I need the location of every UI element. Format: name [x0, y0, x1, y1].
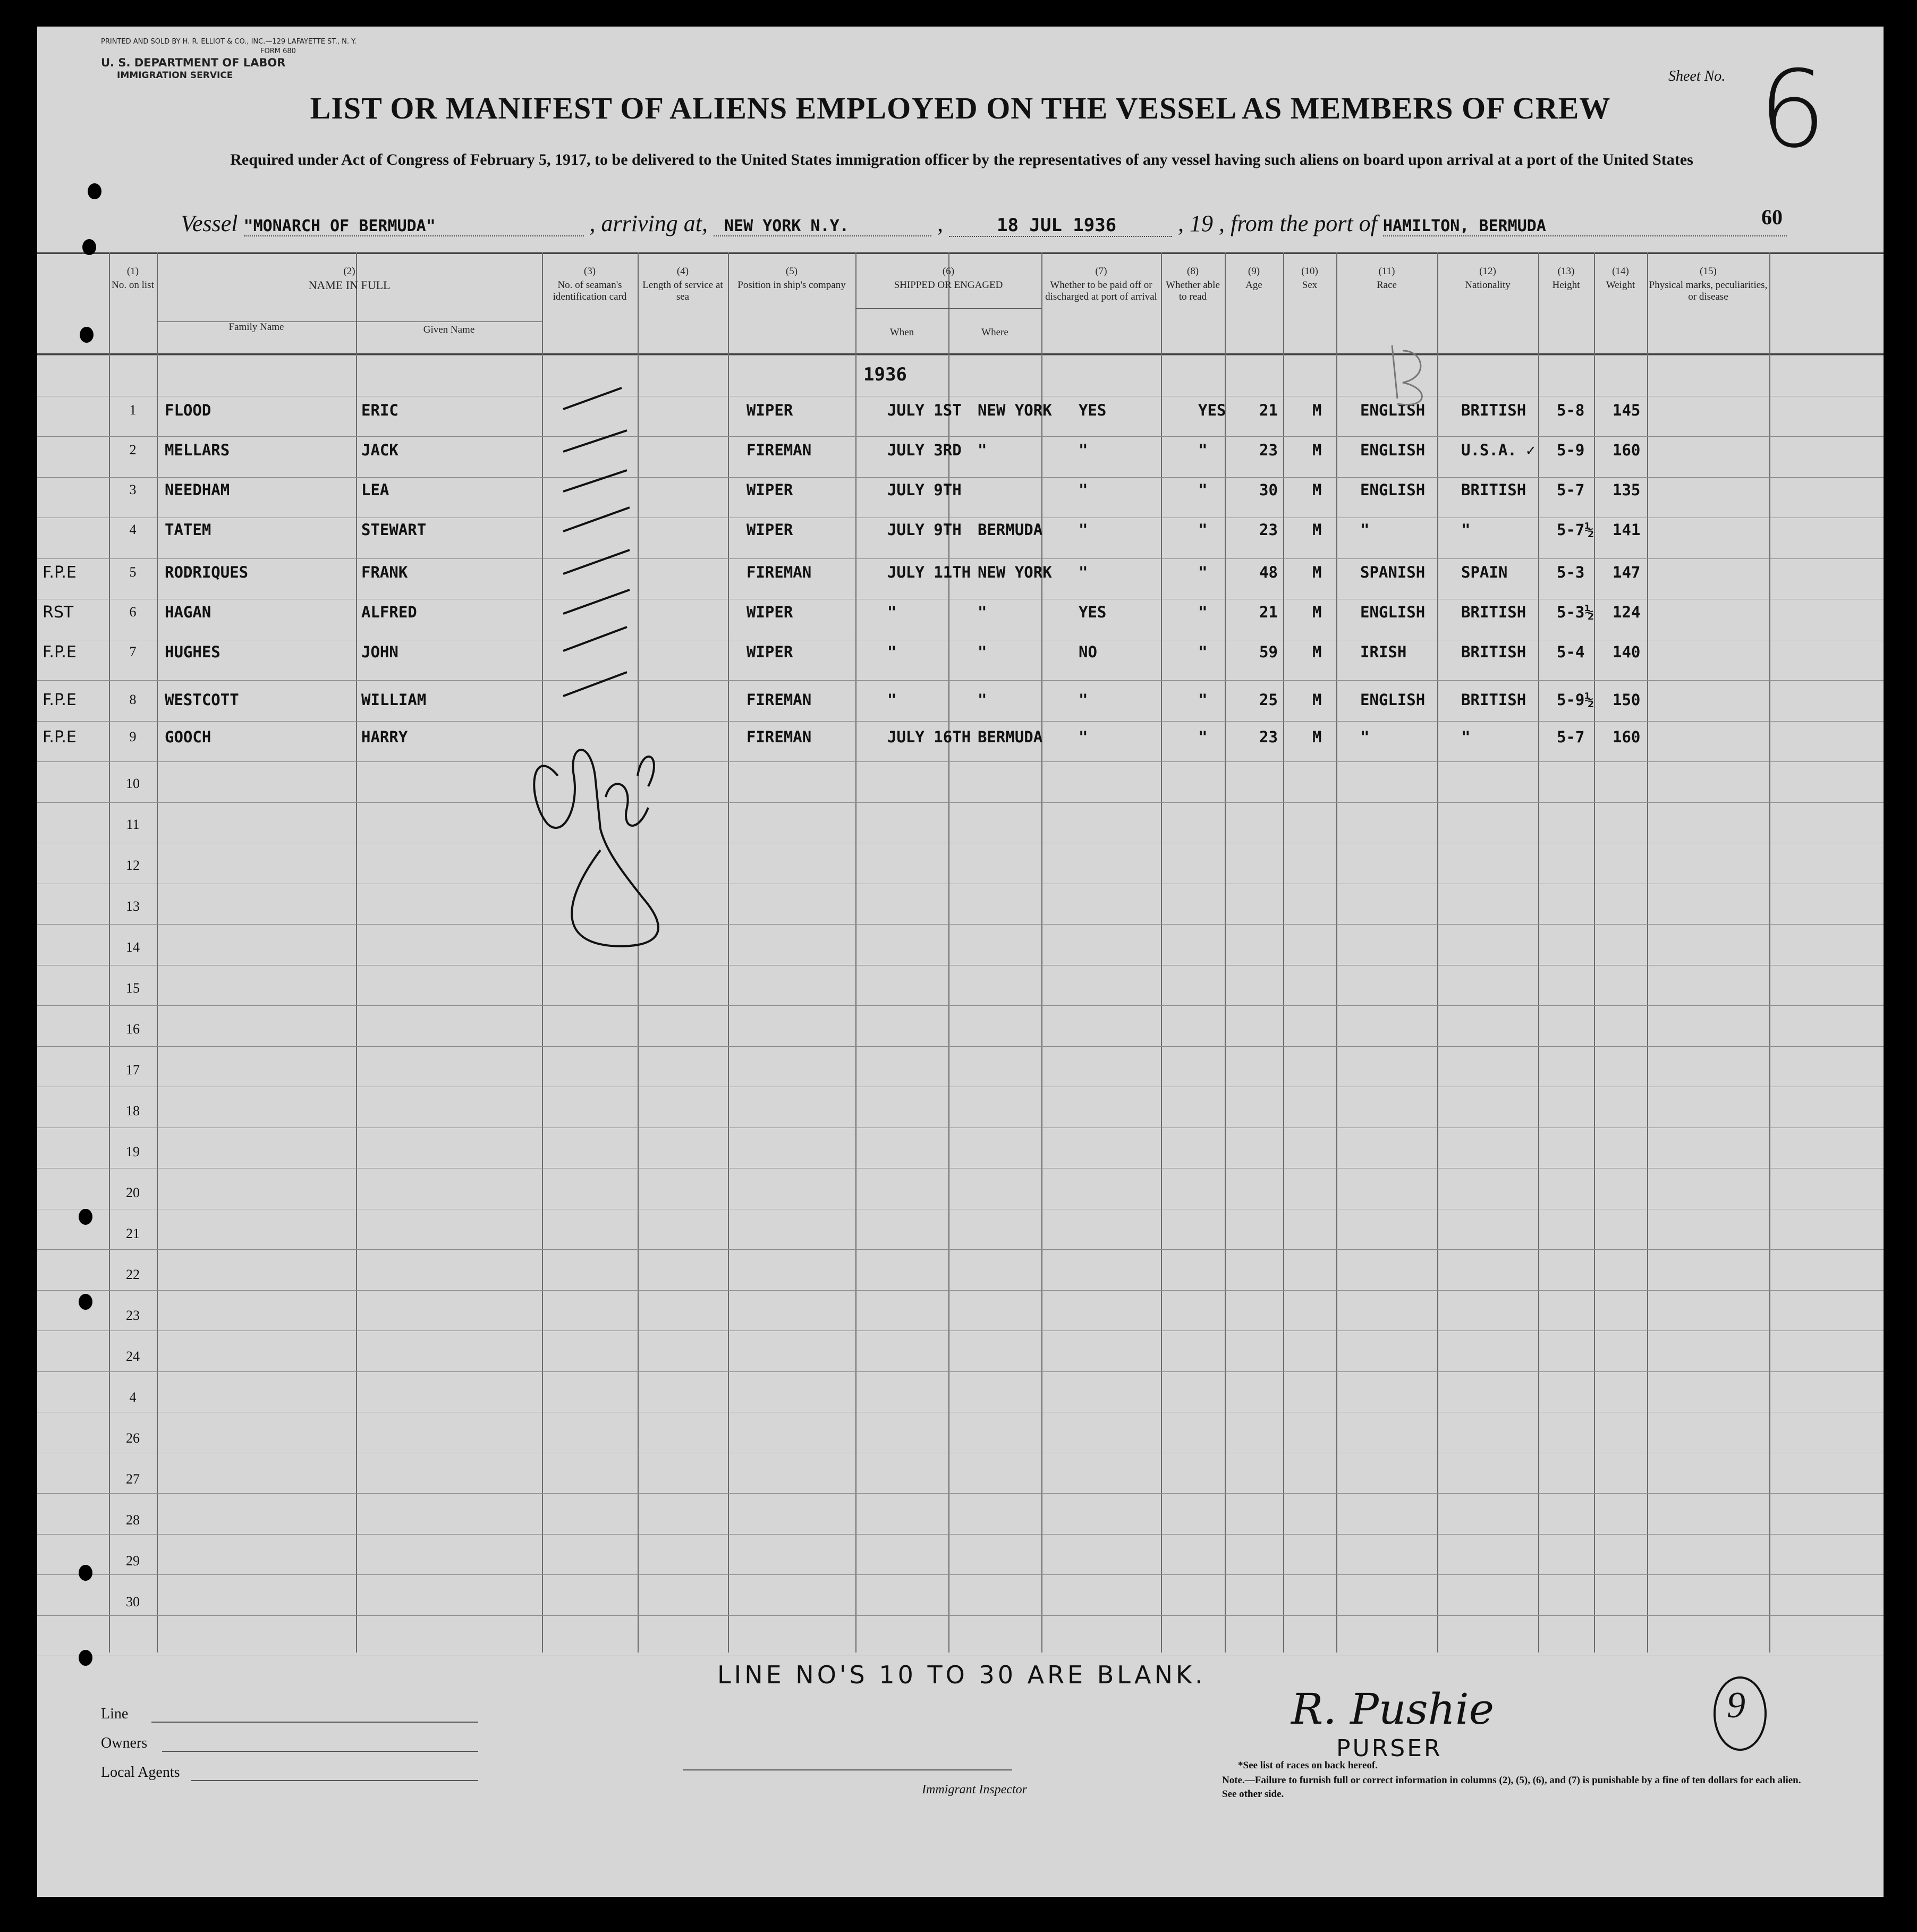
row-read: " [1198, 603, 1208, 621]
row-paid: " [1079, 691, 1088, 709]
arrival-date-stamp: 18 JUL 1936 [949, 215, 1172, 237]
row-paid: " [1079, 563, 1088, 581]
page-title: LIST OR MANIFEST OF ALIENS EMPLOYED ON THE VESSEL AS MEMBERS OF CREW [310, 91, 1611, 125]
header-no-on-list: (1) No. on list [112, 266, 154, 291]
row-given: FRANK [361, 563, 408, 581]
row-when: JULY 9TH [887, 521, 962, 539]
row-where: BERMUDA [978, 521, 1043, 539]
row-sex: M [1312, 603, 1322, 621]
blank-row-number: 20 [126, 1185, 140, 1200]
row-height: 5-7 [1557, 728, 1585, 746]
header-shipped-engaged: (6) SHIPPED OR ENGAGED [894, 266, 1003, 291]
row-position: FIREMAN [747, 441, 812, 459]
row-sex: M [1312, 563, 1322, 581]
row-weight: 147 [1613, 563, 1641, 581]
row-position: FIREMAN [747, 563, 812, 581]
row-family: FLOOD [165, 401, 211, 419]
row-height: 5-3 [1557, 563, 1585, 581]
row-weight: 141 [1613, 521, 1641, 539]
row-race: " [1360, 728, 1370, 746]
blank-row-number: 24 [126, 1349, 140, 1364]
blank-row-number: 13 [126, 899, 140, 914]
row-where: NEW YORK [978, 401, 1052, 419]
blank-row-number: 14 [126, 939, 140, 955]
row-race: " [1360, 521, 1370, 539]
row-family: GOOCH [165, 728, 211, 746]
row-when: JULY 1ST [887, 401, 962, 419]
row-position: FIREMAN [747, 728, 812, 746]
blank-lines-note: LINE NO'S 10 TO 30 ARE BLANK. [717, 1660, 1206, 1689]
row-read: " [1198, 643, 1208, 661]
service-name: IMMIGRATION SERVICE [117, 70, 233, 81]
blank-row-number: 28 [126, 1512, 140, 1528]
row-weight: 160 [1613, 441, 1641, 459]
blank-row-number: 18 [126, 1103, 140, 1118]
blank-row-number: 19 [126, 1144, 140, 1159]
row-read: " [1198, 521, 1208, 539]
row-read: " [1198, 691, 1208, 709]
header-age: (9) Age [1245, 266, 1262, 291]
row-read: " [1198, 728, 1208, 746]
arriving-label: , arriving at, [589, 210, 708, 236]
row-where: " [978, 643, 987, 661]
id-card-strokes [515, 372, 685, 956]
year-annotation: 1936 [863, 364, 907, 385]
row-when: " [887, 691, 897, 709]
manifest-sheet [37, 27, 1884, 1897]
row-weight: 140 [1613, 643, 1641, 661]
header-race: (11) Race [1377, 266, 1397, 291]
row-when: " [887, 643, 897, 661]
row-given: WILLIAM [361, 691, 427, 709]
row-age: 23 [1259, 521, 1278, 539]
row-weight: 124 [1613, 603, 1641, 621]
row-read: " [1198, 563, 1208, 581]
header-when: When [889, 327, 914, 338]
circled-number: 9 [1727, 1685, 1745, 1726]
header-id-card: (3) No. of seaman's identification card [553, 266, 627, 302]
row-where: " [978, 691, 987, 709]
header-able-read: (8) Whether able to read [1166, 266, 1220, 302]
page-count: 60 [1761, 205, 1783, 229]
row-paid: " [1079, 521, 1088, 539]
vessel-label: Vessel [181, 210, 238, 236]
row-race: ENGLISH [1360, 441, 1426, 459]
row-sex: M [1312, 401, 1322, 419]
sheet-number-value: 6 [1759, 48, 1827, 172]
row-number: 9 [129, 729, 137, 744]
form-number: FORM 680 [260, 47, 296, 55]
row-paid: NO [1079, 643, 1097, 661]
row-when: JULY 9TH [887, 481, 962, 499]
row-nat: BRITISH [1461, 603, 1526, 621]
row-given: HARRY [361, 728, 408, 746]
row-paid: " [1079, 481, 1088, 499]
row-position: WIPER [747, 401, 793, 419]
row-paid: YES [1079, 603, 1107, 621]
row-position: FIREMAN [747, 691, 812, 709]
row-prefix: F.P.E [43, 691, 77, 709]
header-family-name: Family Name [228, 321, 284, 333]
row-position: WIPER [747, 521, 793, 539]
row-prefix: F.P.E [43, 643, 77, 662]
row-sex: M [1312, 691, 1322, 709]
row-nat: BRITISH [1461, 401, 1526, 419]
row-prefix: F.P.E [43, 563, 77, 582]
printer-line: PRINTED AND SOLD BY H. R. ELLIOT & CO., INC.—129 LAFAYETTE ST., N. Y. [101, 38, 357, 46]
row-sex: M [1312, 441, 1322, 459]
row-age: 21 [1259, 603, 1278, 621]
row-when: " [887, 603, 897, 621]
header-name-in-full: (2) NAME IN FULL [308, 266, 391, 292]
blank-row-number: 12 [126, 858, 140, 873]
row-height: 5-7 [1557, 481, 1585, 499]
row-given: ERIC [361, 401, 398, 419]
printer-imprint [101, 37, 357, 82]
row-number: 5 [129, 564, 137, 580]
row-weight: 160 [1613, 728, 1641, 746]
header-physical-marks: (15) Physical marks, peculiarities, or disease [1649, 266, 1768, 302]
row-given: LEA [361, 481, 389, 499]
blank-row-number: 21 [126, 1226, 140, 1241]
row-sex: M [1312, 481, 1322, 499]
row-read: " [1198, 441, 1208, 459]
blank-row-number: 16 [126, 1021, 140, 1037]
row-prefix: RST [43, 603, 74, 622]
row-weight: 135 [1613, 481, 1641, 499]
footer-owners-label: Owners [101, 1735, 148, 1751]
header-position: (5) Position in ship's company [737, 266, 846, 291]
row-weight: 145 [1613, 401, 1641, 419]
row-age: 23 [1259, 441, 1278, 459]
purser-title: PURSER [1336, 1735, 1443, 1762]
row-where: NEW YORK [978, 563, 1052, 581]
row-nat: BRITISH [1461, 481, 1526, 499]
row-paid: " [1079, 728, 1088, 746]
row-when: JULY 3RD [887, 441, 962, 459]
pencil-mark [1381, 335, 1445, 414]
header-nationality: (12) Nationality [1465, 266, 1511, 291]
row-race: ENGLISH [1360, 481, 1426, 499]
row-paid: YES [1079, 401, 1107, 419]
purser-signature: R. Pushie [1291, 1684, 1494, 1734]
row-height: 5-9½ [1557, 691, 1594, 709]
row-nat: SPAIN [1461, 563, 1508, 581]
header-paid-off: (7) Whether to be paid off or discharged at port of arrival [1045, 266, 1157, 302]
footer-agents-label: Local Agents [101, 1764, 180, 1781]
row-number: 6 [129, 604, 137, 620]
row-position: WIPER [747, 481, 793, 499]
row-family: TATEM [165, 521, 211, 539]
row-number: 4 [129, 522, 137, 537]
row-age: 21 [1259, 401, 1278, 419]
row-position: WIPER [747, 643, 793, 661]
races-note: *See list of races on back hereof. [1238, 1760, 1378, 1771]
row-family: HUGHES [165, 643, 220, 661]
row-age: 23 [1259, 728, 1278, 746]
row-race: SPANISH [1360, 563, 1426, 581]
row-race: IRISH [1360, 643, 1407, 661]
header-given-name: Given Name [423, 324, 475, 335]
page-subtitle: Required under Act of Congress of February 5, 1917, to be delivered to the United States immigration officer by the representatives of any vessel having such aliens on board upon arrival at a port of the United States [230, 151, 1693, 168]
header-sex: (10) Sex [1301, 266, 1318, 291]
row-sex: M [1312, 643, 1322, 661]
row-position: WIPER [747, 603, 793, 621]
vessel-name: "MONARCH OF BERMUDA" [244, 217, 584, 236]
row-family: NEEDHAM [165, 481, 230, 499]
penalty-note: Note.—Failure to furnish full or correct information in columns (2), (5), (6), and (7) is punishable by a fine of ten dollars for each alien. See other side. [1222, 1775, 1801, 1800]
blank-row-number: 15 [126, 980, 140, 996]
row-race: ENGLISH [1360, 401, 1426, 419]
header-length-service: (4) Length of service at sea [642, 266, 723, 302]
blank-row-number: 27 [126, 1471, 140, 1487]
row-height: 5-8 [1557, 401, 1585, 419]
row-nat: BRITISH [1461, 691, 1526, 709]
blank-row-number: 17 [126, 1062, 140, 1078]
from-port-label: , from the port of [1218, 210, 1377, 236]
row-given: JOHN [361, 643, 398, 661]
row-height: 5-4 [1557, 643, 1585, 661]
blank-row-number: 26 [126, 1430, 140, 1446]
row-read: YES [1198, 401, 1226, 419]
blank-row-number: 30 [126, 1594, 140, 1609]
row-paid: " [1079, 441, 1088, 459]
blank-row-number: 29 [126, 1553, 140, 1569]
header-height: (13) Height [1552, 266, 1580, 291]
row-given: STEWART [361, 521, 427, 539]
row-nat: " [1461, 521, 1471, 539]
row-race: ENGLISH [1360, 691, 1426, 709]
row-race: ENGLISH [1360, 603, 1426, 621]
row-height: 5-7½ [1557, 521, 1594, 539]
header-where: Where [981, 327, 1008, 338]
row-family: HAGAN [165, 603, 211, 621]
vessel-line: Vessel "MONARCH OF BERMUDA" , arriving at, NEW YORK N.Y. , 18 JUL 1936 , 19 , from the port of HAMILTON, BERMUDA [181, 210, 1787, 237]
row-number: 2 [129, 442, 137, 457]
from-port: HAMILTON, BERMUDA [1383, 217, 1787, 236]
row-family: RODRIQUES [165, 563, 249, 581]
blank-row-number: 4 [129, 1389, 137, 1405]
row-when: JULY 16TH [887, 728, 971, 746]
row-given: JACK [361, 441, 398, 459]
row-read: " [1198, 481, 1208, 499]
blank-row-number: 22 [126, 1267, 140, 1282]
arrival-port: NEW YORK N.Y. [714, 217, 931, 236]
sheet-number-label: Sheet No. [1668, 68, 1726, 84]
row-number: 1 [129, 402, 137, 418]
row-family: MELLARS [165, 441, 230, 459]
row-sex: M [1312, 521, 1322, 539]
row-prefix: F.P.E [43, 728, 77, 747]
row-family: WESTCOTT [165, 691, 239, 709]
row-height: 5-3½ [1557, 603, 1594, 621]
row-height: 5-9 [1557, 441, 1585, 459]
row-weight: 150 [1613, 691, 1641, 709]
row-age: 59 [1259, 643, 1278, 661]
row-number: 7 [129, 644, 137, 659]
blank-row-number: 23 [126, 1308, 140, 1323]
row-age: 25 [1259, 691, 1278, 709]
footer-line-label: Line [101, 1706, 129, 1722]
row-number: 8 [129, 692, 137, 707]
inspector-label: Immigrant Inspector [922, 1783, 1027, 1797]
row-number: 3 [129, 482, 137, 497]
row-nat: U.S.A. ✓ [1461, 441, 1536, 459]
row-age: 48 [1259, 563, 1278, 581]
year-label: , 19 [1177, 210, 1213, 236]
row-sex: M [1312, 728, 1322, 746]
inspector-signature [534, 750, 658, 946]
row-nat: " [1461, 728, 1471, 746]
row-where: " [978, 603, 987, 621]
blank-row-number: 11 [126, 817, 140, 832]
blank-row-number: 10 [126, 776, 140, 791]
row-where: " [978, 441, 987, 459]
department-name: U. S. DEPARTMENT OF LABOR [101, 56, 286, 69]
row-when: JULY 11TH [887, 563, 971, 581]
row-given: ALFRED [361, 603, 417, 621]
row-age: 30 [1259, 481, 1278, 499]
row-where: BERMUDA [978, 728, 1043, 746]
header-weight: (14) Weight [1606, 266, 1635, 291]
row-nat: BRITISH [1461, 643, 1526, 661]
